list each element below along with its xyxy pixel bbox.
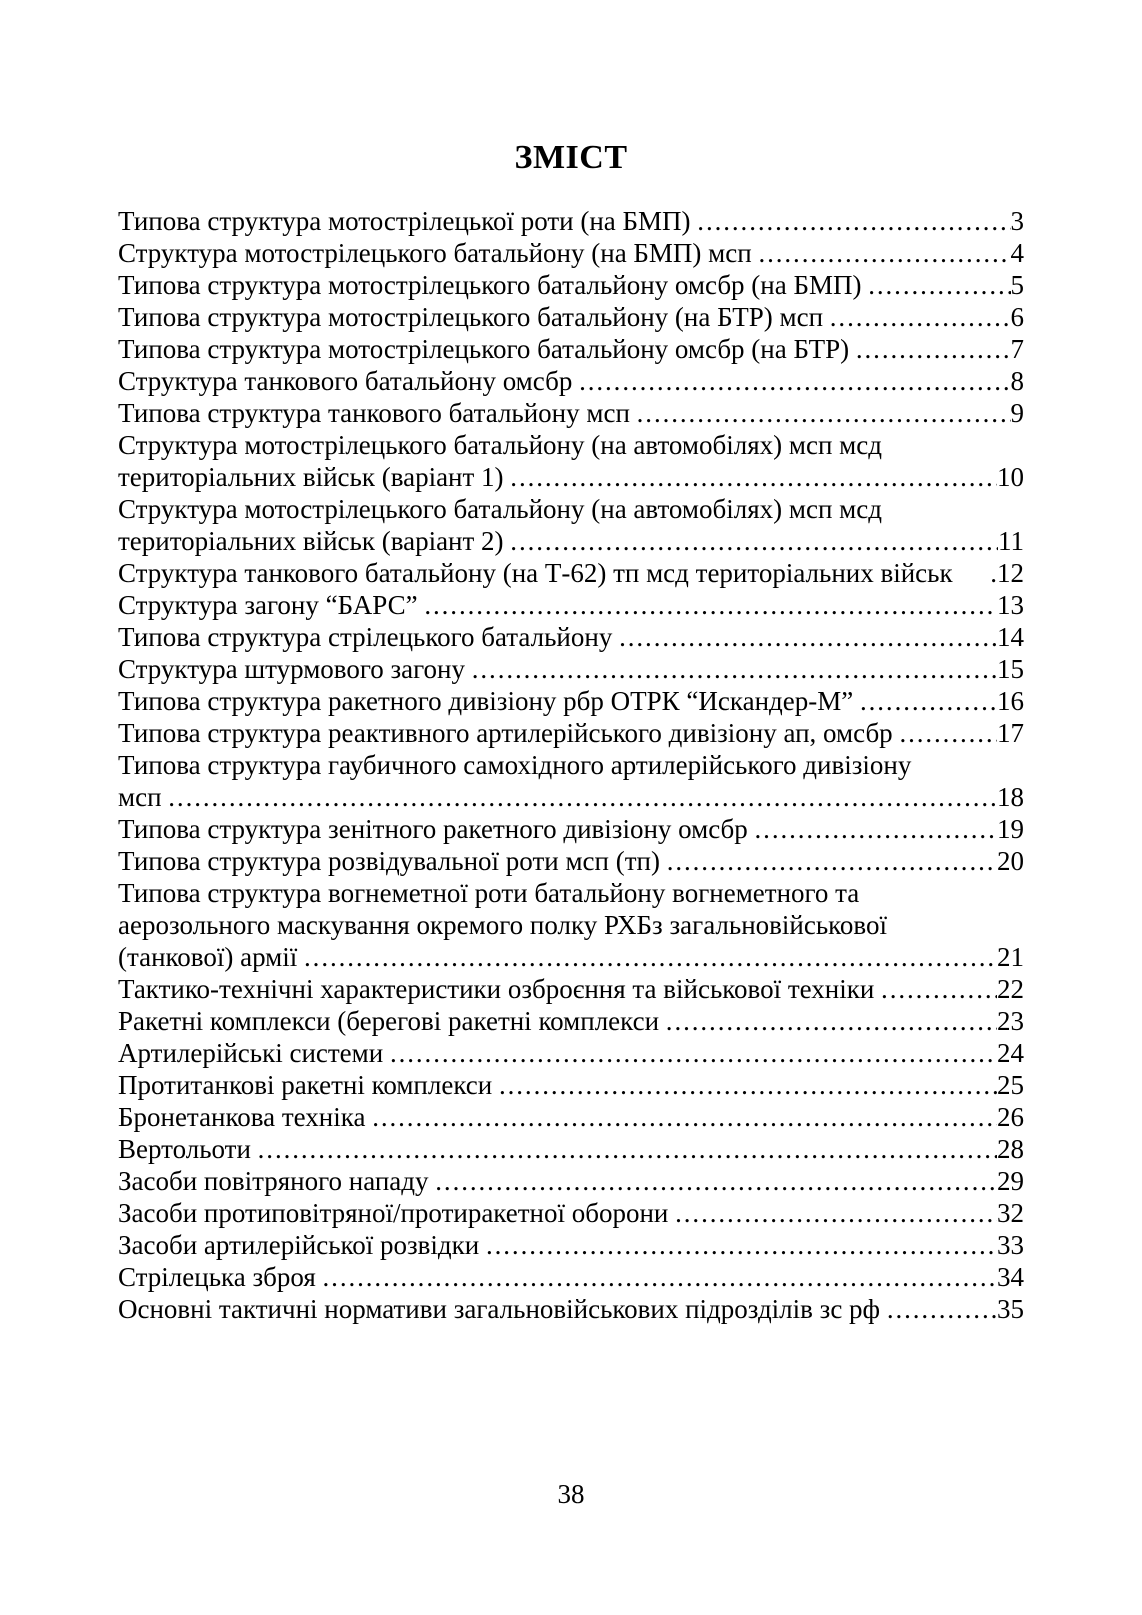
- toc-entry-title: Засоби протиповітряної/протиракетної оборони: [118, 1198, 676, 1228]
- toc-leader-dots: [666, 1005, 997, 1037]
- toc-entry-title: Типова структура мотострілецького батальйону (на БТР) мсп: [118, 302, 830, 332]
- toc-entry-title: Засоби повітряного нападу: [118, 1166, 436, 1196]
- toc-leader-dots: [856, 333, 1011, 365]
- toc-entry-title: (танкової) армії: [118, 942, 305, 972]
- toc-leader-dots: [830, 301, 1011, 333]
- toc-entry[interactable]: [118, 269, 1024, 301]
- toc-page-number: 9: [1010, 398, 1024, 428]
- toc-entry[interactable]: [118, 877, 1024, 973]
- toc-entry[interactable]: [118, 429, 1024, 493]
- toc-leader-dots: [755, 813, 997, 845]
- toc-page-number: 21: [997, 942, 1024, 972]
- toc-page-number: 7: [1010, 334, 1024, 364]
- toc-page-number: 17: [997, 718, 1024, 748]
- toc-entry-final-line: [118, 1229, 1024, 1261]
- toc-leader-dots: [304, 941, 997, 973]
- toc-entry-title: Тактико-технічні характеристики озброєння та військової техніки: [118, 974, 882, 1004]
- toc-leader-dots: [579, 365, 1010, 397]
- toc-page-number: 13: [997, 590, 1024, 620]
- toc-leader-dots: [435, 1165, 997, 1197]
- toc-entry-final-line: [118, 1197, 1024, 1229]
- toc-entry[interactable]: [118, 1005, 1024, 1037]
- toc-page-number: 26: [997, 1102, 1024, 1132]
- toc-page-number: 29: [997, 1166, 1024, 1196]
- toc-page-number: 8: [1010, 366, 1024, 396]
- toc-entry-title: Типова структура мотострілецького батальйону омсбр (на БТР): [118, 334, 856, 364]
- toc-leader-dots: [860, 685, 997, 717]
- toc-leader-dots: [868, 269, 1010, 301]
- toc-page-number: 4: [1010, 238, 1024, 268]
- toc-entry-title: Протитанкові ракетні комплекси: [118, 1070, 499, 1100]
- toc-leader-dots: [390, 1037, 997, 1069]
- toc-entry-final-line: [118, 557, 1024, 589]
- toc-entry-title: Структура танкового батальйону омсбр: [118, 366, 580, 396]
- toc-leader-dots: [472, 653, 997, 685]
- toc-entry-title: Структура загону “БАРС”: [118, 590, 425, 620]
- toc-entry[interactable]: [118, 365, 1024, 397]
- toc-entry-title: Типова структура ракетного дивізіону рбр ОТРК “Искандер-М”: [118, 686, 860, 716]
- toc-entry-final-line: [118, 525, 1024, 557]
- toc-page-number: 28: [997, 1134, 1024, 1164]
- toc-entry-title: Структура танкового батальйону (на Т-62) тп мсд територіальних військ: [118, 558, 960, 588]
- toc-page-number: 3: [1010, 206, 1024, 236]
- toc-entry-title: територіальних військ (варіант 2): [118, 526, 511, 556]
- toc-entry-title: територіальних військ (варіант 1): [118, 462, 511, 492]
- toc-entry-final-line: [118, 1165, 1024, 1197]
- toc-page-number: 24: [997, 1038, 1024, 1068]
- toc-entry-final-line: [118, 717, 1024, 749]
- toc-entry[interactable]: [118, 237, 1024, 269]
- toc-page-number: 11: [998, 526, 1024, 556]
- toc-entry[interactable]: [118, 621, 1024, 653]
- toc-entry-final-line: [118, 1037, 1024, 1069]
- toc-page-number: 19: [997, 814, 1024, 844]
- toc-leader-dots: [667, 845, 997, 877]
- toc-page-number: 35: [997, 1294, 1024, 1324]
- toc-leader-dots: [637, 397, 1011, 429]
- toc-page-number: 14: [997, 622, 1024, 652]
- footer-page-number: 38: [557, 1479, 585, 1509]
- toc-entry-final-line: [118, 1101, 1024, 1133]
- toc-leader-dots: [881, 973, 997, 1005]
- toc-entry-line: Типова структура гаубичного самохідного артилерійського дивізіону: [118, 750, 912, 780]
- toc-entry-final-line: [118, 589, 1024, 621]
- toc-entry-line: Структура мотострілецького батальйону (на автомобілях) мсп мсд: [118, 430, 882, 460]
- toc-entry-title: Бронетанкова техніка: [118, 1102, 373, 1132]
- toc-entry[interactable]: [118, 589, 1024, 621]
- toc-entry-final-line: [118, 397, 1024, 429]
- toc-leader-dots: [323, 1261, 997, 1293]
- toc-entry[interactable]: [118, 685, 1024, 717]
- toc-leader-dots: [990, 557, 997, 589]
- toc-entry[interactable]: [118, 749, 1024, 813]
- toc-entry-final-line: [118, 845, 1024, 877]
- toc-entry-final-line: [118, 941, 1024, 973]
- toc-entry-title: Типова структура реактивного артилерійського дивізіону ап, омсбр: [118, 718, 900, 748]
- toc-leader-dots: [697, 205, 1010, 237]
- toc-entry[interactable]: [118, 301, 1024, 333]
- toc-entry-title: Артилерійські системи: [118, 1038, 390, 1068]
- toc-entry[interactable]: [118, 1197, 1024, 1229]
- toc-entry-title: Ракетні комплекси (берегові ракетні комплекси: [118, 1006, 666, 1036]
- toc-entry[interactable]: [118, 1261, 1024, 1293]
- toc-entry[interactable]: [118, 1165, 1024, 1197]
- toc-entry-line: Структура мотострілецького батальйону (на автомобілях) мсп мсд: [118, 494, 882, 524]
- toc-page-number: 16: [997, 686, 1024, 716]
- toc-entry[interactable]: [118, 1037, 1024, 1069]
- toc-entry-final-line: [118, 461, 1024, 493]
- toc-entry[interactable]: [118, 1069, 1024, 1101]
- toc-entry-title: Типова структура зенітного ракетного дивізіону омсбр: [118, 814, 755, 844]
- toc-entry-title: Основні тактичні нормативи загальновійськових підрозділів зс рф: [118, 1294, 887, 1324]
- toc-entry[interactable]: [118, 653, 1024, 685]
- toc-entry[interactable]: [118, 973, 1024, 1005]
- toc-entry-final-line: [118, 365, 1024, 397]
- toc-page-number: 23: [997, 1006, 1024, 1036]
- toc-page-number: 10: [997, 462, 1024, 492]
- toc-leader-dots: [499, 1069, 997, 1101]
- toc-entry[interactable]: [118, 1101, 1024, 1133]
- toc-page-number: 25: [997, 1070, 1024, 1100]
- toc-entry-title: мсп: [118, 782, 169, 812]
- toc-leader-dots: [424, 589, 997, 621]
- toc-entry[interactable]: [118, 493, 1024, 557]
- toc-entry-title: Типова структура танкового батальйону мсп: [118, 398, 637, 428]
- toc-entry-final-line: [118, 973, 1024, 1005]
- toc-entry[interactable]: [118, 333, 1024, 365]
- toc-entry-title: Засоби артилерійської розвідки: [118, 1230, 486, 1260]
- toc-entry-final-line: [118, 301, 1024, 333]
- toc-entry-final-line: [118, 653, 1024, 685]
- toc-entry-final-line: [118, 685, 1024, 717]
- toc-entry-line: Типова структура вогнеметної роти батальйону вогнеметного та: [118, 878, 860, 908]
- toc-entry-title: Вертольоти: [118, 1134, 258, 1164]
- toc-entry[interactable]: [118, 1229, 1024, 1261]
- toc-entry[interactable]: [118, 1133, 1024, 1165]
- page-title: ЗМІСТ: [514, 139, 628, 176]
- toc-entry-title: Стрілецька зброя: [118, 1262, 323, 1292]
- toc-entry-title: Типова структура мотострілецької роти (на БМП): [118, 206, 698, 236]
- toc-leader-dots: [168, 781, 997, 813]
- toc-page-number: 34: [997, 1262, 1024, 1292]
- toc-page-number: 15: [997, 654, 1024, 684]
- toc-entry-final-line: [118, 205, 1024, 237]
- toc-entry-final-line: [118, 813, 1024, 845]
- toc-leader-dots: [510, 461, 997, 493]
- toc-page-number: 22: [997, 974, 1024, 1004]
- toc-entry[interactable]: [118, 205, 1024, 237]
- toc-entry-final-line: [118, 1293, 1024, 1325]
- toc-entry-title: Типова структура розвідувальної роти мсп (тп): [118, 846, 667, 876]
- toc-entry-final-line: [118, 1005, 1024, 1037]
- table-of-contents: [118, 205, 1024, 1325]
- toc-page-number: 6: [1010, 302, 1024, 332]
- toc-entry[interactable]: [118, 845, 1024, 877]
- toc-leader-dots: [486, 1229, 997, 1261]
- toc-entry-final-line: [118, 237, 1024, 269]
- toc-entry-final-line: [118, 1133, 1024, 1165]
- toc-entry-line: аерозольного маскування окремого полку РХБз загальновійськової: [118, 910, 887, 940]
- toc-page-number: 5: [1010, 270, 1024, 300]
- toc-page-number: 20: [997, 846, 1024, 876]
- toc-entry-final-line: [118, 333, 1024, 365]
- toc-leader-dots: [758, 237, 1010, 269]
- toc-leader-dots: [372, 1101, 997, 1133]
- toc-entry-title: Типова структура стрілецького батальйону: [118, 622, 620, 652]
- toc-entry-final-line: [118, 1069, 1024, 1101]
- toc-entry[interactable]: [118, 557, 1024, 589]
- toc-entry-final-line: [118, 1261, 1024, 1293]
- toc-page-number: 33: [997, 1230, 1024, 1260]
- toc-entry[interactable]: [118, 397, 1024, 429]
- toc-entry-title: Структура мотострілецького батальйону (на БМП) мсп: [118, 238, 759, 268]
- toc-leader-dots: [899, 717, 997, 749]
- toc-entry[interactable]: [118, 813, 1024, 845]
- toc-leader-dots: [510, 525, 998, 557]
- toc-entry[interactable]: [118, 1293, 1024, 1325]
- toc-entry-title: Типова структура мотострілецького батальйону омсбр (на БМП): [118, 270, 869, 300]
- toc-leader-dots: [258, 1133, 997, 1165]
- toc-page-number: 18: [997, 782, 1024, 812]
- toc-entry[interactable]: [118, 717, 1024, 749]
- toc-leader-dots: [619, 621, 997, 653]
- toc-leader-dots: [887, 1293, 997, 1325]
- toc-page-number: 32: [997, 1198, 1024, 1228]
- toc-entry-final-line: [118, 781, 1024, 813]
- toc-entry-final-line: [118, 621, 1024, 653]
- toc-entry-final-line: [118, 269, 1024, 301]
- toc-leader-dots: [675, 1197, 997, 1229]
- toc-entry-title: Структура штурмового загону: [118, 654, 472, 684]
- toc-page-number: 12: [997, 558, 1024, 588]
